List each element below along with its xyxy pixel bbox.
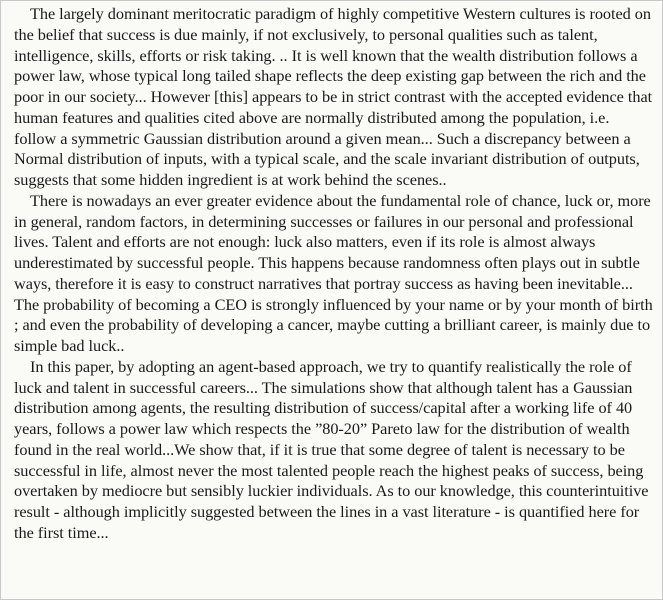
paragraph-meritocracy: The largely dominant meritocratic paradigm of highly competitive Western cultures is rooted on the belief that success is due mainly, if not exclusively, to personal qualities such as talent, intelligence, skills, efforts or risk taking. .. It is well known that the wealth distribution follows a power law, whose typical long tailed shape reflects the deep existing gap between the rich and the poor in our society... However [this] appears to be in strict contrast with the accepted evidence that human features and qualities cited above are normally distributed among the population, i.e. follow a symmetric Gaussian distribution around a given mean... Such a discrepancy between a Normal distribution of inputs, with a typical scale, and the scale invariant distribution of outputs, suggests that some hidden ingredient is at work behind the scenes.. xyxy=(14,4,653,189)
paragraph-luck: There is nowadays an ever greater evidence about the fundamental role of chance, luck or, more in general, random factors, in determining successes or failures in our personal and professional lives. Talent and efforts are not enough: luck also matters, even if its role is almost always underestimated by successful people. This happens because randomness often plays out in subtle ways, therefore it is easy to construct narratives that portray success as having been inevitable... The probability of becoming a CEO is strongly influenced by your name or by your month of birth ; and even the probability of developing a cancer, maybe cutting a brilliant career, is mainly due to simple bad luck.. xyxy=(14,190,653,355)
paragraph-paper-summary: In this paper, by adopting an agent-based approach, we try to quantify realistically the role of luck and talent in successful careers... The simulations show that although talent has a Gaussian distribution among agents, the resulting distribution of success/capital after a working life of 40 years, follows a power law which respects the ”80-20” Pareto law for the distribution of wealth found in the real world...We show that, if it is true that some degree of talent is necessary to be successful in life, almost never the most talented people reach the highest peaks of success, being overtaken by mediocre but sensibly luckier individuals. As to our knowledge, this counterintuitive result - although implicitly suggested between the lines in a vast literature - is quantified here for the first time... xyxy=(14,356,649,542)
